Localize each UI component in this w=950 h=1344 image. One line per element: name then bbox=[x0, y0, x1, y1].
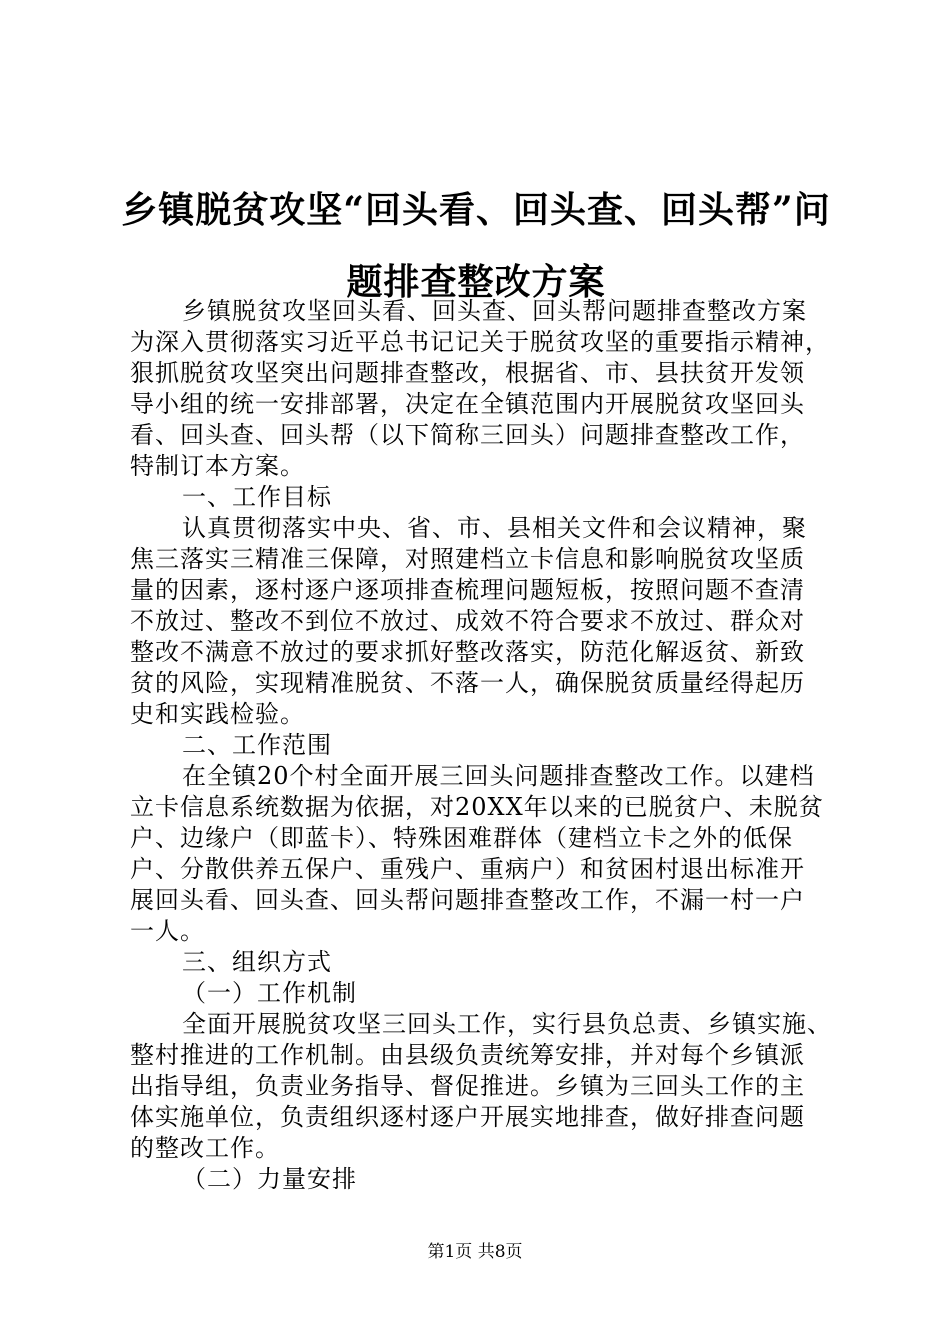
paragraph-line: 一人。 bbox=[130, 917, 205, 945]
paragraph bbox=[130, 296, 835, 482]
paragraph-line: 焦三落实三精准三保障，对照建档立卡信息和影响脱贫攻坚质 bbox=[130, 545, 805, 573]
paragraph-line: 户、分散供养五保户、重残户、重病户）和贫困村退出标准开 bbox=[130, 855, 805, 883]
paragraph-line: 导小组的统一安排部署，决定在全镇范围内开展脱贫攻坚回头 bbox=[130, 390, 805, 418]
paragraph-line: 看、回头查、回头帮（以下简称三回头）问题排查整改工作， bbox=[130, 421, 805, 449]
paragraph-line: 特制订本方案。 bbox=[130, 452, 305, 480]
paragraph-line: 二、工作范围 bbox=[182, 731, 332, 759]
paragraph-line: 户、边缘户（即蓝卡）、特殊困难群体（建档立卡之外的低保 bbox=[130, 824, 793, 852]
paragraph-line: 为深入贯彻落实习近平总书记记关于脱贫攻坚的重要指示精神， bbox=[130, 328, 830, 356]
paragraph bbox=[130, 513, 835, 730]
paragraph-line: 出指导组，负责业务指导、督促推进。乡镇为三回头工作的主 bbox=[130, 1072, 805, 1100]
paragraph-line: （二）力量安排 bbox=[182, 1165, 357, 1193]
paragraph bbox=[130, 1009, 835, 1164]
paragraph-line: 体实施单位，负责组织逐村逐户开展实地排查，做好排查问题 bbox=[130, 1103, 805, 1131]
paragraph-line: 史和实践检验。 bbox=[130, 700, 305, 728]
document-body bbox=[130, 296, 835, 1195]
paragraph-line: 狠抓脱贫攻坚突出问题排查整改，根据省、市、县扶贫开发领 bbox=[130, 359, 805, 387]
paragraph-line: 乡镇脱贫攻坚回头看、回头查、回头帮问题排查整改方案 bbox=[182, 297, 807, 325]
paragraph bbox=[130, 947, 835, 978]
paragraph-line: 立卡信息系统数据为依据，对20XX年以来的已脱贫户、未脱贫 bbox=[130, 793, 824, 821]
paragraph bbox=[130, 1164, 835, 1195]
paragraph-line: 整改不满意不放过的要求抓好整改落实，防范化解返贫、新致 bbox=[130, 638, 805, 666]
paragraph bbox=[130, 730, 835, 761]
paragraph bbox=[130, 482, 835, 513]
paragraph-line: 不放过、整改不到位不放过、成效不符合要求不放过、群众对 bbox=[130, 607, 805, 635]
paragraph-line: 三、组织方式 bbox=[182, 948, 332, 976]
paragraph-line: 全面开展脱贫攻坚三回头工作，实行县负总责、乡镇实施、 bbox=[182, 1010, 832, 1038]
title-line-1: 乡镇脱贫攻坚“回头看、回头查、回头帮”问 bbox=[121, 189, 831, 232]
paragraph-line: 贫的风险，实现精准脱贫、不落一人，确保脱贫质量经得起历 bbox=[130, 669, 805, 697]
paragraph-line: 量的因素，逐村逐户逐项排查梳理问题短板，按照问题不查清 bbox=[130, 576, 805, 604]
paragraph-line: （一）工作机制 bbox=[182, 979, 357, 1007]
paragraph bbox=[130, 761, 835, 947]
paragraph-line: 展回头看、回头查、回头帮问题排查整改工作，不漏一村一户 bbox=[130, 886, 805, 914]
paragraph-line: 认真贯彻落实中央、省、市、县相关文件和会议精神，聚 bbox=[182, 514, 807, 542]
paragraph-line: 整村推进的工作机制。由县级负责统筹安排，并对每个乡镇派 bbox=[130, 1041, 805, 1069]
paragraph-line: 在全镇20个村全面开展三回头问题排查整改工作。以建档 bbox=[182, 762, 815, 790]
paragraph-line: 的整改工作。 bbox=[130, 1134, 280, 1162]
paragraph bbox=[130, 978, 835, 1009]
page-footer: 第1页 共8页 bbox=[427, 1242, 523, 1262]
title-line-2: 题排查整改方案 bbox=[346, 261, 606, 304]
paragraph-line: 一、工作目标 bbox=[182, 483, 332, 511]
